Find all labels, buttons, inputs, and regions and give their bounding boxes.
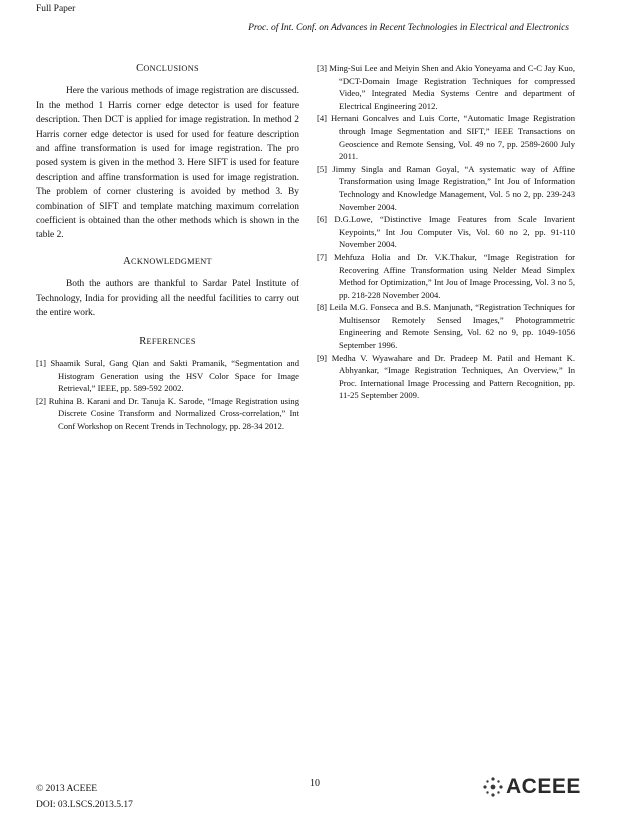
reference-item: [3] Ming-Sui Lee and Meiyin Shen and Akio Yoneyama and C-C Jay Kuo, “DCT-Domain Image Registration Techniques for compressed Video,” Integrated Media Systems Centre and department of Electrical Engineering 2012. (317, 63, 575, 111)
logo-text: ACEEE (506, 775, 581, 798)
reference-item: [1] Shaamik Sural, Gang Qian and Sakti Pramanik, “Segmentation and Histogram Generation using the HSV Color Space for Image Retrieval,” IEEE, pp. 589-592 2002. (36, 357, 299, 394)
heading-rest: EFERENCES (146, 336, 196, 346)
heading-initial: A (123, 255, 131, 267)
reference-item: [8] Leila M.G. Fonseca and B.S. Manjunath, “Registration Techniques for Multisensor Remotely Sensed Images,” Photogrammetric Engineering and Remote Sensing, Vol. 62 no 9, pp. 1049-1056 September 1996. (317, 302, 575, 351)
heading-rest: CKNOWLEDGMENT (131, 256, 212, 266)
reference-item: [7] Mehfuza Holia and Dr. V.K.Thakur, “Image Registration for Recovering Affine Transformation using Nelder Mead Simplex Method for Optimization,” Int Jou of Image Processing, Vol. 3 no 5, pp. 218-228 November 2004. (317, 251, 575, 300)
aceee-logo-icon (480, 776, 506, 798)
conclusions-heading (36, 62, 299, 76)
acknowledgment-heading (36, 255, 299, 269)
references-heading (36, 335, 299, 349)
reference-item: [5] Jimmy Singla and Raman Goyal, “A systematic way of Affine Transformation using Image Registration,” Int Jou of Information Technology and Knowledge Management, Vol. 5 no 2, pp. 239-243 November 2004. (317, 163, 575, 212)
heading-initial: R (139, 335, 147, 347)
reference-item: [4] Hernani Goncalves and Luis Corte, “Automatic Image Registration through Image Segmentation and SIFT,” IEEE Transactions on Geoscience and Remote Sensing, Vol. 49 no 7, pp. 2589-2600 July 2011. (317, 113, 575, 162)
aceee-logo (480, 775, 581, 799)
page-number: 10 (310, 778, 320, 789)
conclusions-paragraph: Here the various methods of image registration are discussed. In the method 1 Harris corner edge detector is used for feature description. Then DCT is applied for image registration. In method 2 Harris corner edge detector is used for used for feature description and affine transformation is used for image registration. The pro posed system is given in the method 3. Here SIFT is used for feature description and affine transformation is used for image registration. The problem of corner clustering is avoided by method 3. By combination of SIFT and template matching maximum correlation coefficient is obtained than the other methods which is shown in the table 2. (36, 86, 299, 241)
copyright-text: © 2013 ACEEE (36, 784, 98, 794)
full-paper-label: Full Paper (36, 4, 76, 14)
reference-list-left (36, 357, 299, 433)
heading-rest: ONCLUSIONS (143, 64, 199, 73)
proceedings-title: Proc. of Int. Conf. on Advances in Recent Technologies in Electrical and Electronics (248, 23, 569, 33)
reference-item: [6] D.G.Lowe, “Distinctive Image Features from Scale Invarient Keypoints,” Int Jou Computer Vis, Vol. 60 no 2, pp. 91-110 November 2004. (317, 214, 575, 250)
acknowledgment-paragraph: Both the authors are thankful to Sardar Patel Institute of Technology, India for providing all the needful facilities to carry out the entire work. (36, 279, 299, 319)
heading-initial: C (136, 63, 144, 74)
reference-item: [9] Medha V. Wyawahare and Dr. Pradeep M. Patil and Hemant K. Abhyankar, “Image Registration Techniques, An Overview,” In Proc. International Image Processing and Pattern Recognition, pp. 11-25 September 2009. (317, 352, 575, 401)
doi-text: DOI: 03.LSCS.2013.5.17 (36, 800, 133, 810)
reference-item: [2] Ruhina B. Karani and Dr. Tanuja K. Sarode, “Image Registration using Discrete Cosine Transform and Normalized Cross-correlation,” Int Conf Workshop on Recent Trends in Technology, pp. 28-34 2012. (36, 395, 299, 431)
left-column (36, 62, 299, 432)
reference-list-right (317, 62, 575, 402)
